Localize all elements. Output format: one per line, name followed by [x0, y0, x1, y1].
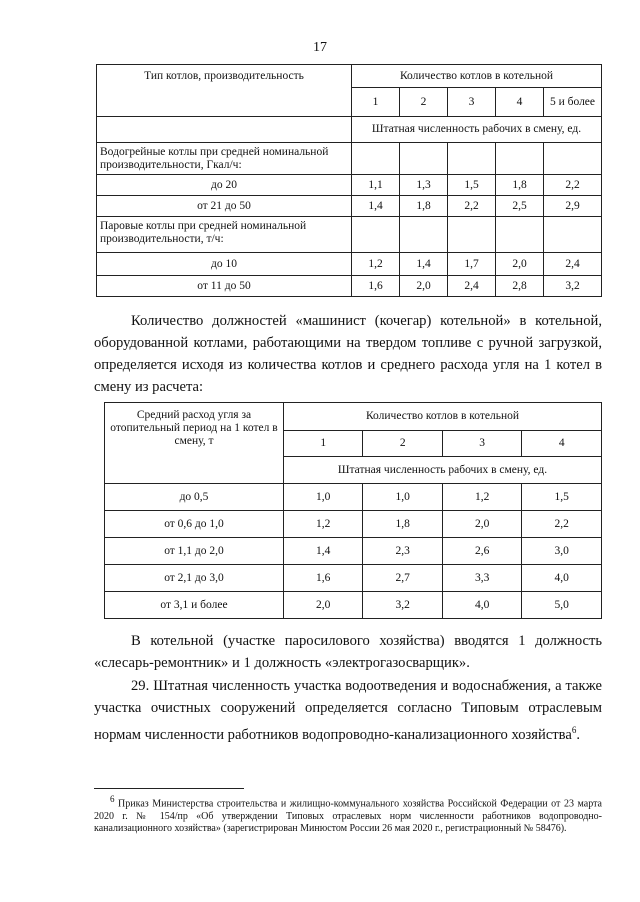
table1-count-5: 5 и более [544, 88, 602, 117]
table1-staff-header: Штатная численность рабочих в смену, ед. [352, 117, 602, 143]
table2-cell: 1,8 [363, 511, 442, 538]
table1-cell: 2,5 [496, 196, 544, 217]
table1-cell: 1,2 [352, 253, 400, 276]
table2-cell: 1,2 [284, 511, 363, 538]
table1-row-label: от 21 до 50 [97, 196, 352, 217]
footnote-mark: 6 [110, 794, 115, 804]
paragraph-boiler-room-positions: В котельной (участке паросилового хозяйства) вводятся 1 должность «слесарь-ремонтник» и 1 должность «электрогазосварщик». [94, 633, 602, 671]
table1-cell: 2,9 [544, 196, 602, 217]
table2-cell: 1,2 [442, 484, 521, 511]
table2-cell: 1,4 [284, 538, 363, 565]
table2-count-2: 2 [363, 431, 442, 457]
table1-row-label: до 20 [97, 175, 352, 196]
table1-cell: 1,1 [352, 175, 400, 196]
table2-cell: 2,0 [442, 511, 521, 538]
table1-cell: 2,0 [400, 276, 448, 297]
footnote-reference: 6 [571, 725, 577, 735]
table1-cell: 1,8 [496, 175, 544, 196]
table2-cell: 2,6 [442, 538, 521, 565]
table1-row-label: от 11 до 50 [97, 276, 352, 297]
footnote-text: Приказ Министерства строительства и жилищно-коммунального хозяйства Российской Федерации от 23 марта 2020 г. № 154/пр «Об утверждении Типовых отраслевых норм численности работников водопроводно-канализационного хозяйства» (зарегистрирован Минюстом России 26 мая 2020 г., регистрационный № 58476). [94, 798, 602, 835]
table2-count-header: Количество котлов в котельной [284, 403, 602, 431]
table1-count-3: 3 [448, 88, 496, 117]
paragraph-stoker-positions: Количество должностей «машинист (кочегар) котельной» в котельной, оборудованной котлами, работающими на твердом топливе с ручной загрузкой, определяется исходя из количества котлов и среднего расхода угля на 1 котел в смену из расчета: [94, 313, 602, 395]
table2-cell: 1,5 [522, 484, 602, 511]
table2-row-label: от 1,1 до 2,0 [105, 538, 284, 565]
table2-row-label: от 2,1 до 3,0 [105, 565, 284, 592]
table2-staff-header: Штатная численность рабочих в смену, ед. [284, 457, 602, 484]
table1-cell: 2,8 [496, 276, 544, 297]
table2-cell: 5,0 [522, 592, 602, 619]
table2-cell: 3,0 [522, 538, 602, 565]
paragraph-29-text: 29. Штатная численность участка водоотведения и водоснабжения, а также участка очистных сооружений определяется согласно Типовым отраслевым нормам численности работников водопроводно-канализационного хозяйства [94, 678, 602, 743]
table1-cell: 2,2 [448, 196, 496, 217]
table2-cell: 4,0 [522, 565, 602, 592]
paragraph-29-end: . [576, 726, 581, 743]
table1-count-1: 1 [352, 88, 400, 117]
table1-cell: 2,4 [448, 276, 496, 297]
table1-cell: 1,3 [400, 175, 448, 196]
boiler-staff-table [96, 64, 602, 297]
table1-cell: 1,8 [400, 196, 448, 217]
table2-count-1: 1 [284, 431, 363, 457]
table2-row-label: от 3,1 и более [105, 592, 284, 619]
table2-cell: 3,2 [363, 592, 442, 619]
table1-cell: 1,4 [400, 253, 448, 276]
table2-row-label: до 0,5 [105, 484, 284, 511]
table1-count-4: 4 [496, 88, 544, 117]
table2-cell: 2,3 [363, 538, 442, 565]
coal-consumption-table [104, 402, 602, 619]
table1-count-2: 2 [400, 88, 448, 117]
table1-row-label: до 10 [97, 253, 352, 276]
table2-count-4: 4 [522, 431, 602, 457]
table1-cell: 1,6 [352, 276, 400, 297]
table2-cell: 2,7 [363, 565, 442, 592]
paragraph-29 [94, 675, 602, 746]
table1-type-header: Тип котлов, производительность [97, 65, 352, 117]
table1-count-header: Количество котлов в котельной [352, 65, 602, 88]
table2-cell: 4,0 [442, 592, 521, 619]
table2-cell: 1,6 [284, 565, 363, 592]
table2-cell: 2,2 [522, 511, 602, 538]
table2-row-label: от 0,6 до 1,0 [105, 511, 284, 538]
table2-first-header: Средний расход угля за отопительный период на 1 котел в смену, т [105, 403, 284, 484]
footnote-divider [94, 788, 244, 789]
table1-cell: 2,4 [544, 253, 602, 276]
table2-count-3: 3 [442, 431, 521, 457]
page-number: 17 [313, 40, 327, 55]
table1-group-title: Паровые котлы при средней номинальной производительности, т/ч: [97, 217, 352, 253]
table2-cell: 2,0 [284, 592, 363, 619]
table1-cell: 1,7 [448, 253, 496, 276]
table1-cell: 3,2 [544, 276, 602, 297]
table1-cell: 1,5 [448, 175, 496, 196]
table1-cell: 2,0 [496, 253, 544, 276]
table1-cell: 2,2 [544, 175, 602, 196]
table1-group-title: Водогрейные котлы при средней номинальной производительности, Гкал/ч: [97, 143, 352, 175]
table2-cell: 3,3 [442, 565, 521, 592]
table2-cell: 1,0 [284, 484, 363, 511]
table2-cell: 1,0 [363, 484, 442, 511]
table1-cell: 1,4 [352, 196, 400, 217]
footnote [94, 793, 602, 836]
